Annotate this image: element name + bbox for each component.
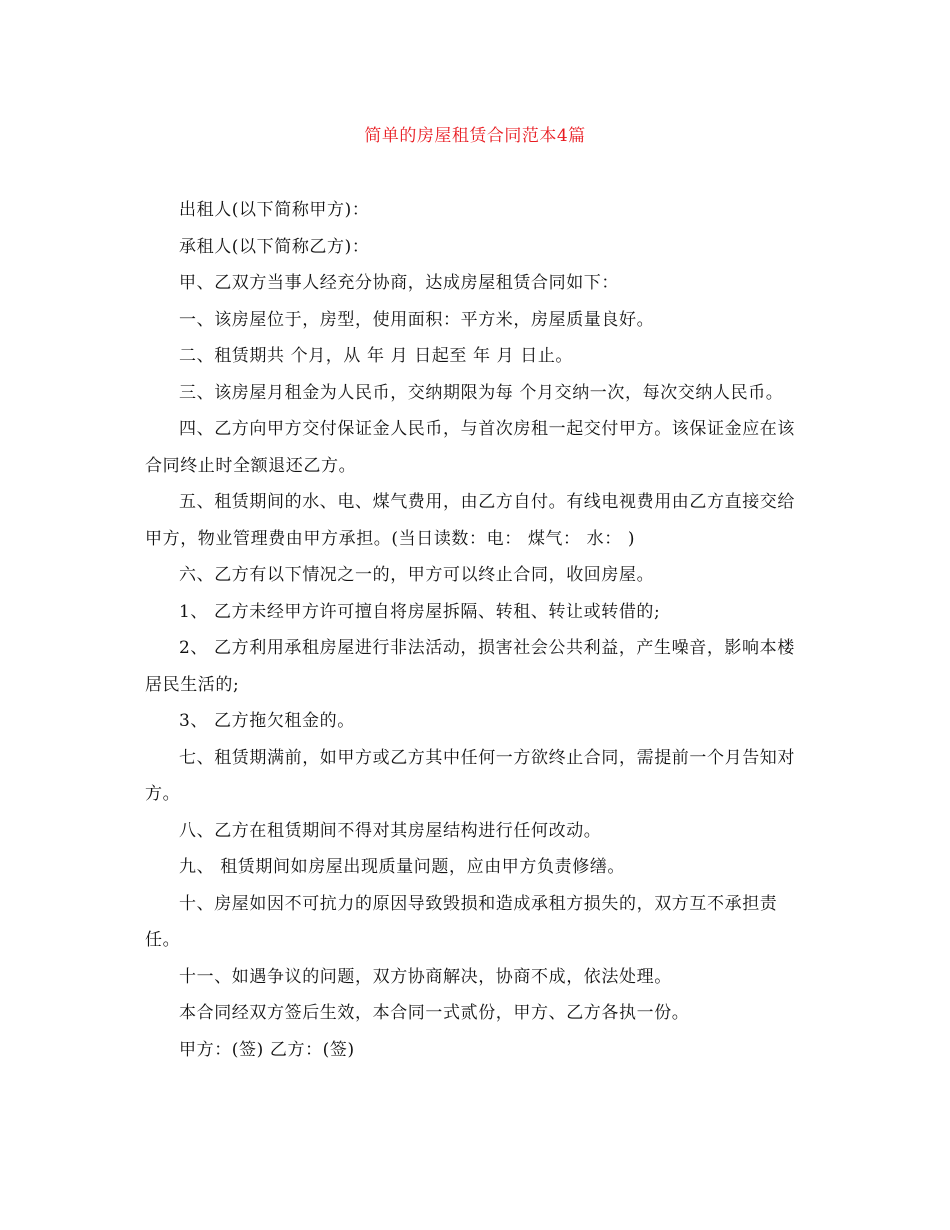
- clause-6-termination: 六、乙方有以下情况之一的，甲方可以终止合同，收回房屋。: [179, 565, 655, 585]
- clause-4-deposit: 四、乙方向甲方交付保证金人民币，与首次房租一起交付甲方。该保证金应在该合同终止时全额退还乙方。: [145, 419, 795, 476]
- clause-6-item-1: 1、 乙方未经甲方许可擅自将房屋拆隔、转租、转让或转借的;: [179, 601, 661, 622]
- clause-5-utilities: 五、租赁期间的水、电、煤气费用，由乙方自付。有线电视费用由乙方直接交给甲方，物业管理费由甲方承担。(当日读数：电： 煤气： 水： ): [145, 492, 795, 549]
- clause-8-structure: 八、乙方在租赁期间不得对其房屋结构进行任何改动。: [179, 820, 602, 841]
- paragraph-lessee: 承租人(以下简称乙方)：: [179, 236, 370, 257]
- paragraph-effective: 本合同经双方签后生效，本合同一式贰份，甲方、乙方各执一份。: [179, 1003, 690, 1023]
- clause-6-item-2: 2、 乙方利用承租房屋进行非法活动，损害社会公共利益，产生噪音，影响本楼居民生活的;: [145, 638, 795, 695]
- clause-11-disputes: 十一、如遇争议的问题，双方协商解决，协商不成，依法处理。: [179, 966, 672, 987]
- clause-6-item-3: 3、 乙方拖欠租金的。: [179, 711, 355, 731]
- clause-3-rent: 三、该房屋月租金为人民币，交纳期限为每 个月交纳一次，每次交纳人民币。: [179, 382, 784, 403]
- clause-9-repairs: 九、 租赁期间如房屋出现质量问题，应由甲方负责修缮。: [179, 857, 626, 877]
- clause-1-location: 一、该房屋位于，房型，使用面积：平方米，房屋质量良好。: [179, 309, 655, 330]
- clause-10-force-majeure: 十、房屋如因不可抗力的原因导致毁损和造成承租方损失的，双方互不承担责任。: [145, 893, 778, 950]
- paragraph-lessor: 出租人(以下简称甲方)：: [179, 200, 370, 220]
- signature-line: 甲方：(签) 乙方：(签): [179, 1039, 355, 1060]
- paragraph-intro: 甲、乙双方当事人经充分协商，达成房屋租赁合同如下：: [179, 273, 619, 293]
- contract-body: [145, 192, 810, 1068]
- document-title: 简单的房屋租赁合同范本4篇: [364, 126, 586, 146]
- clause-2-term: 二、租赁期共 个月，从 年 月 日起至 年 月 日止。: [179, 346, 574, 366]
- clause-7-early-termination: 七、租赁期满前，如甲方或乙方其中任何一方欲终止合同，需提前一个月告知对方。: [145, 747, 795, 804]
